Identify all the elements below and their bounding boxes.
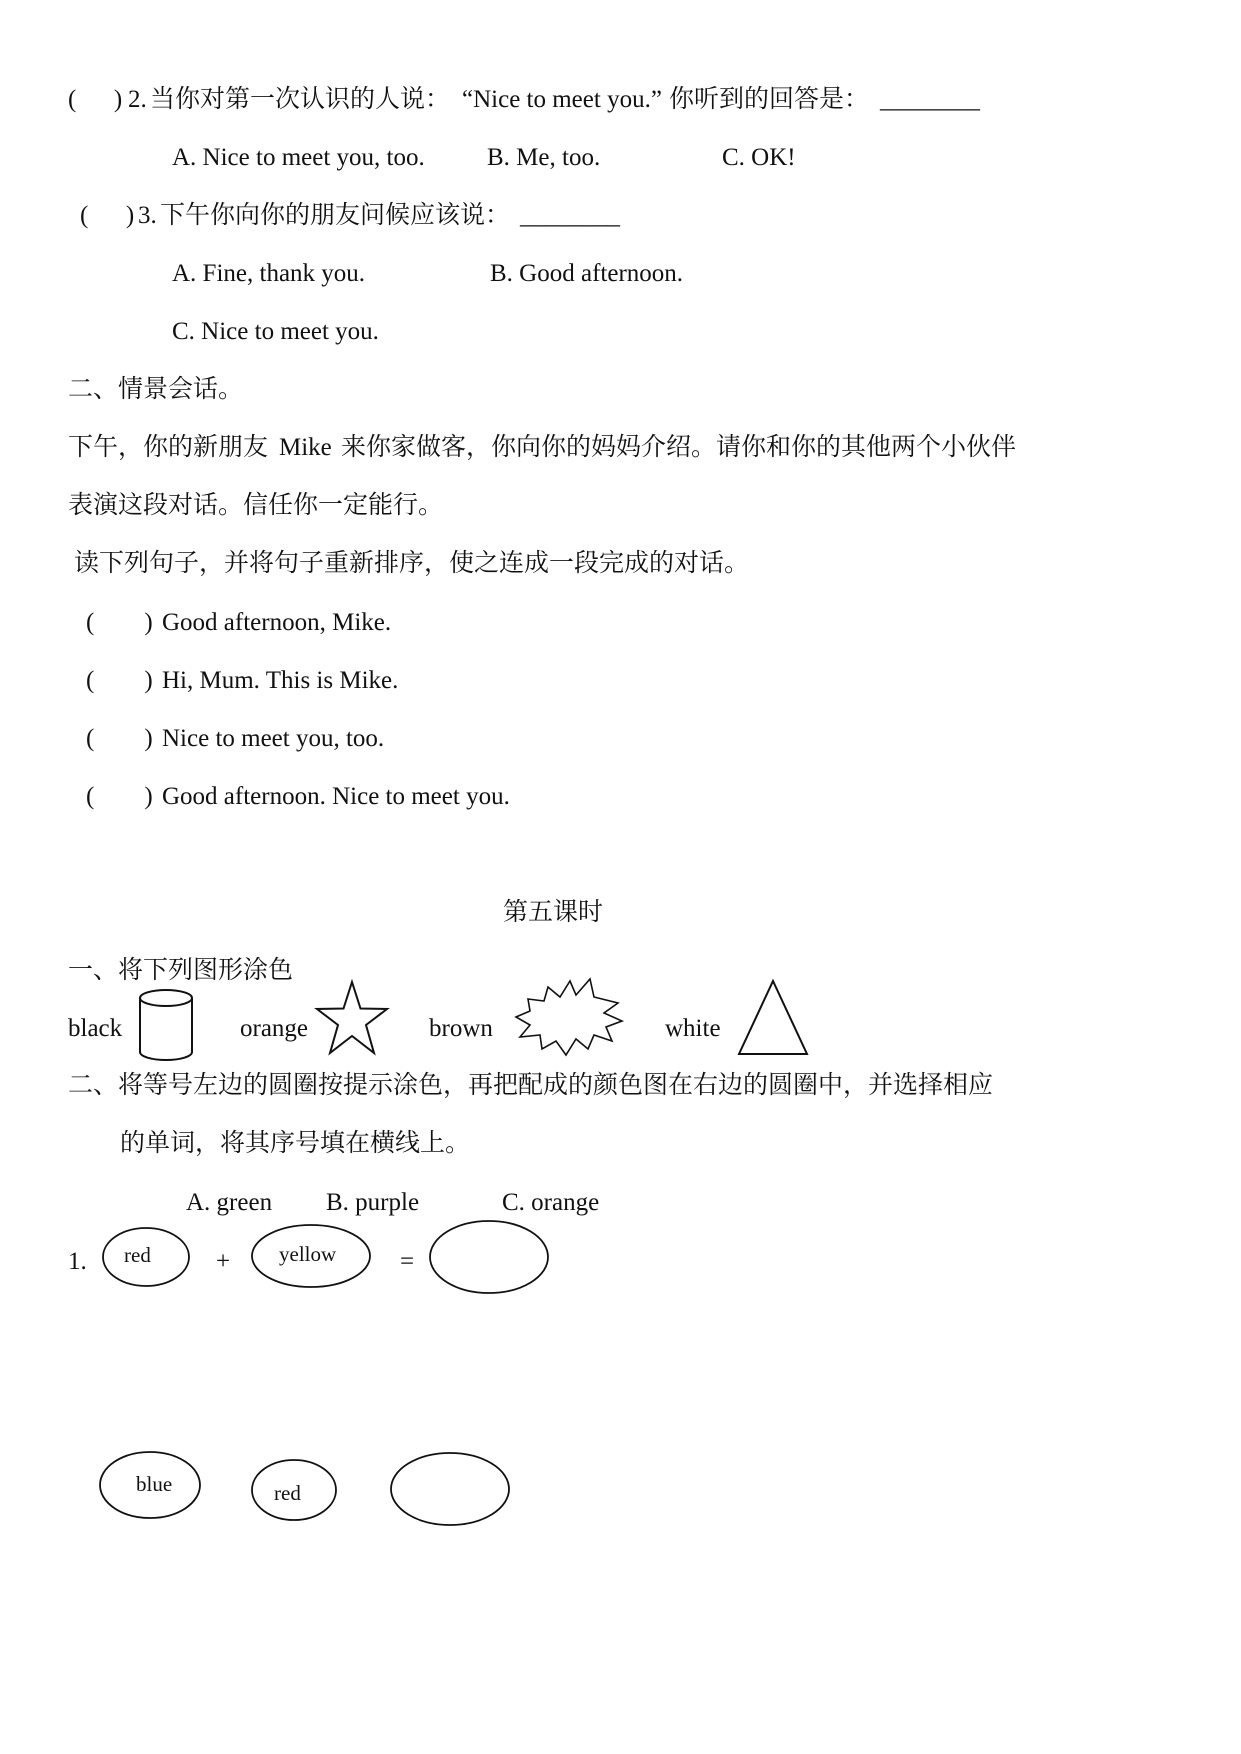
lesson5-part2-line1: 二、将等号左边的圆圈按提示涂色，再把配成的颜色图在右边的圆圈中，并选择相应	[68, 1070, 994, 1099]
q3-answer-blank[interactable]: ________	[520, 202, 620, 229]
cylinder-shape[interactable]	[134, 986, 198, 1066]
dialogue-order-paren[interactable]: ( )	[86, 667, 153, 694]
q2-answer-paren[interactable]: ( )	[68, 86, 123, 113]
q3-option-a: A. Fine, thank you.	[172, 260, 366, 287]
section2-instruction: 读下列句子，并将句子重新排序，使之连成一段完成的对话。	[74, 548, 750, 577]
shape-label-orange: orange	[240, 1015, 309, 1042]
plus-sign: +	[216, 1248, 231, 1275]
q2-option-c: C. OK!	[722, 144, 796, 171]
section2-paragraph-name: Mike	[279, 434, 332, 461]
q2-stem-english: “Nice to meet you.”	[462, 86, 662, 113]
yellow-circle-label: yellow	[279, 1242, 337, 1266]
q3-stem-chinese: 下午你向你的朋友问候应该说：	[160, 200, 511, 229]
shape-label-white: white	[665, 1015, 721, 1042]
blue-circle-label: blue	[136, 1472, 173, 1496]
section2-paragraph-1b: 来你家做客，你向你的妈妈介绍。请你和你的其他两个小伙伴	[341, 432, 1017, 461]
dialogue-line: Nice to meet you, too.	[162, 725, 385, 752]
red-circle-label: red	[124, 1243, 151, 1267]
result-circle-2[interactable]	[389, 1451, 511, 1527]
q3-number: 3.	[138, 202, 157, 229]
mix-question-number: 1.	[68, 1248, 87, 1275]
result-circle[interactable]	[428, 1219, 550, 1295]
lesson5-part2-line2: 的单词，将其序号填在横线上。	[120, 1128, 471, 1157]
q2-stem-chinese: 当你对第一次认识的人说：	[150, 84, 451, 113]
section2-heading: 二、情景会话。	[68, 374, 244, 403]
star-shape[interactable]	[314, 980, 390, 1058]
red-circle-2-label: red	[274, 1481, 301, 1505]
explosion-shape[interactable]	[514, 977, 624, 1057]
lesson5-part1-heading: 一、将下列图形涂色	[68, 955, 294, 984]
section2-paragraph-1a: 下午，你的新朋友	[68, 432, 269, 461]
color-option-a: A. green	[186, 1189, 273, 1216]
q2-stem-chinese-2: 你听到的回答是：	[669, 84, 870, 113]
shape-label-black: black	[68, 1015, 123, 1042]
q2-number: 2.	[128, 86, 147, 113]
q3-option-b: B. Good afternoon.	[490, 260, 684, 287]
dialogue-order-paren[interactable]: ( )	[86, 725, 153, 752]
shape-label-brown: brown	[429, 1015, 493, 1042]
q3-answer-paren[interactable]: ( )	[80, 202, 135, 229]
dialogue-line: Hi, Mum. This is Mike.	[162, 667, 399, 694]
section2-paragraph-2: 表演这段对话。信任你一定能行。	[68, 490, 444, 519]
triangle-shape[interactable]	[736, 978, 810, 1058]
q3-option-c: C. Nice to meet you.	[172, 318, 379, 345]
q2-option-a: A. Nice to meet you, too.	[172, 144, 425, 171]
color-option-c: C. orange	[502, 1189, 600, 1216]
dialogue-order-paren[interactable]: ( )	[86, 609, 153, 636]
dialogue-order-paren[interactable]: ( )	[86, 783, 153, 810]
q2-answer-blank[interactable]: ________	[880, 86, 980, 113]
dialogue-line: Good afternoon. Nice to meet you.	[162, 783, 510, 810]
lesson5-title: 第五课时	[503, 897, 604, 926]
equals-sign: =	[400, 1248, 415, 1275]
dialogue-line: Good afternoon, Mike.	[162, 609, 392, 636]
q2-option-b: B. Me, too.	[487, 144, 601, 171]
color-option-b: B. purple	[326, 1189, 420, 1216]
